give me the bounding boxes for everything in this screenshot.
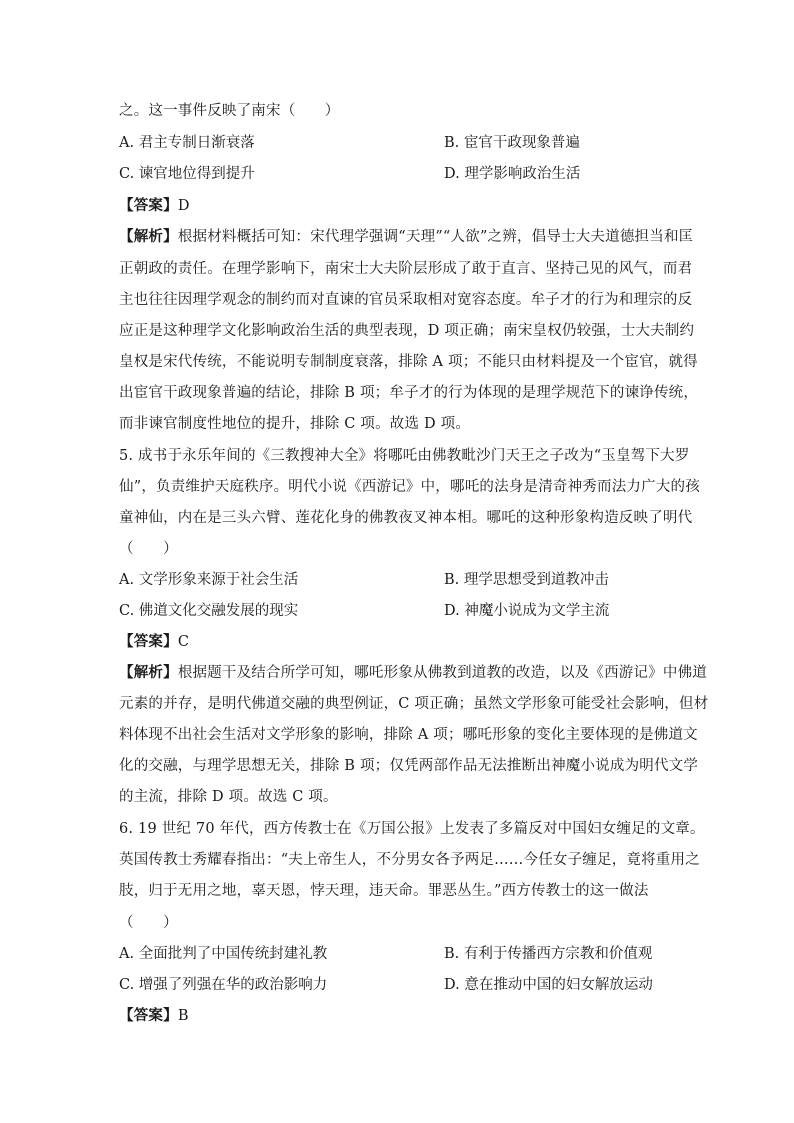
question-6-stem-line: （ ） <box>119 915 178 931</box>
question-5-analysis-line: 的主流，排除 D 项。故选 C 项。 <box>119 789 338 805</box>
analysis-tag: 【解析】 <box>119 228 178 245</box>
answer-value: D <box>177 198 190 214</box>
question-5-option-a: A. 文学形象来源于社会生活 <box>119 572 299 588</box>
question-5-analysis-line: 【解析】根据题干及结合所学可知，哪吒形象从佛教到道教的改造，以及《西游记》中佛道 <box>119 664 708 681</box>
question-5-analysis-line: 元素的并存，是明代佛道交融的典型例证，C 项正确；虽然文学形象可能受社会影响，但材 <box>119 696 709 712</box>
question-4-analysis-line: 【解析】根据材料概括可知：宋代理学强调“天理”“人欲”之辨，倡导士大夫道德担当和匡 <box>119 228 694 245</box>
answer-value: B <box>177 1008 189 1024</box>
question-4-analysis-line: 应正是这种理学文化影响政治生活的典型表现，D 项正确；南宋皇权仍较强，士大夫制约 <box>119 323 695 339</box>
question-5-stem-line: （ ） <box>119 541 178 557</box>
question-4-analysis-line: 皇权是宋代传统，不能说明专制制度衰落，排除 A 项；不能只由材料提及一个宦官，就得 <box>119 354 698 370</box>
question-4-option-a: A. 君主专制日渐衰落 <box>119 135 255 151</box>
question-4-stem: 之。这一事件反映了南宋（ ） <box>119 103 340 119</box>
question-5-analysis-line: 化的交融，与理学思想无关，排除 B 项；仅凭两部作品无法推断出神魔小说成为明代文学 <box>119 758 699 774</box>
analysis-tag: 【解析】 <box>119 664 178 681</box>
question-5-stem-line: 仙”，负责维护天庭秩序。明代小说《西游记》中，哪吒的法身是清奇神秀而法力广大的孩 <box>119 479 700 495</box>
answer-tag: 【答案】 <box>119 1007 178 1024</box>
question-6-stem-line: 6. 19 世纪 70 年代，西方传教士在《万国公报》上发表了多篇反对中国妇女缠足的文章。 <box>119 821 705 837</box>
question-4-option-d: D. 理学影响政治生活 <box>444 166 581 182</box>
question-5-option-c: C. 佛道文化交融发展的现实 <box>119 603 299 619</box>
question-6-option-b: B. 有利于传播西方宗教和价值观 <box>444 946 653 962</box>
question-5-option-d: D. 神魔小说成为文学主流 <box>444 603 610 619</box>
question-4-analysis-line: 而非谏官制度性地位的提升，排除 C 项。故选 D 项。 <box>119 416 471 432</box>
question-6-option-d: D. 意在推动中国的妇女解放运动 <box>444 977 653 993</box>
question-6-option-c: C. 增强了列强在华的政治影响力 <box>119 977 328 993</box>
question-5-option-b: B. 理学思想受到道教冲击 <box>444 572 609 588</box>
question-6-stem-line: 英国传教士秀耀春指出：“夫上帝生人，不分男女各予两足……今任女子缠足，竟将重用之 <box>119 852 700 868</box>
answer-value: C <box>177 634 190 650</box>
question-4-analysis-line: 出宦官干政现象普遍的结论，排除 B 项；牟子才的行为体现的是理学规范下的谏诤传统， <box>119 385 699 401</box>
question-4-analysis-line: 主也往往因理学观念的制约而对直谏的官员采取相对宽容态度。牟子才的行为和理宗的反 <box>119 292 693 308</box>
question-6-stem-line: 肢，归于无用之地，辜天恩，悖天理，违天命。罪恶丛生。”西方传教士的这一做法 <box>119 883 649 899</box>
question-5-analysis-line: 料体现不出社会生活对文学形象的影响，排除 A 项；哪吒形象的变化主要体现的是佛道文 <box>119 727 698 743</box>
question-6-answer <box>119 1006 679 1026</box>
question-4-option-c: C. 谏官地位得到提升 <box>119 166 255 182</box>
question-5-stem-line: 童神仙，内在是三头六臂、莲花化身的佛教夜叉神本相。哪吒的这种形象构造反映了明代 <box>119 510 693 526</box>
question-4-analysis-line: 正朝政的责任。在理学影响下，南宋士大夫阶层形成了敢于直言、坚持己见的风气，而君 <box>119 261 693 277</box>
answer-tag: 【答案】 <box>119 633 178 650</box>
question-5-stem-line: 5. 成书于永乐年间的《三教搜神大全》将哪吒由佛教毗沙门天王之子改为“玉皇驾下大罗 <box>119 448 690 464</box>
question-5-answer <box>119 632 679 652</box>
question-6-option-a: A. 全面批判了中国传统封建礼教 <box>119 946 328 962</box>
answer-tag: 【答案】 <box>119 197 178 214</box>
question-4-option-b: B. 宦官干政现象普遍 <box>444 135 580 151</box>
question-4-answer <box>119 196 679 216</box>
